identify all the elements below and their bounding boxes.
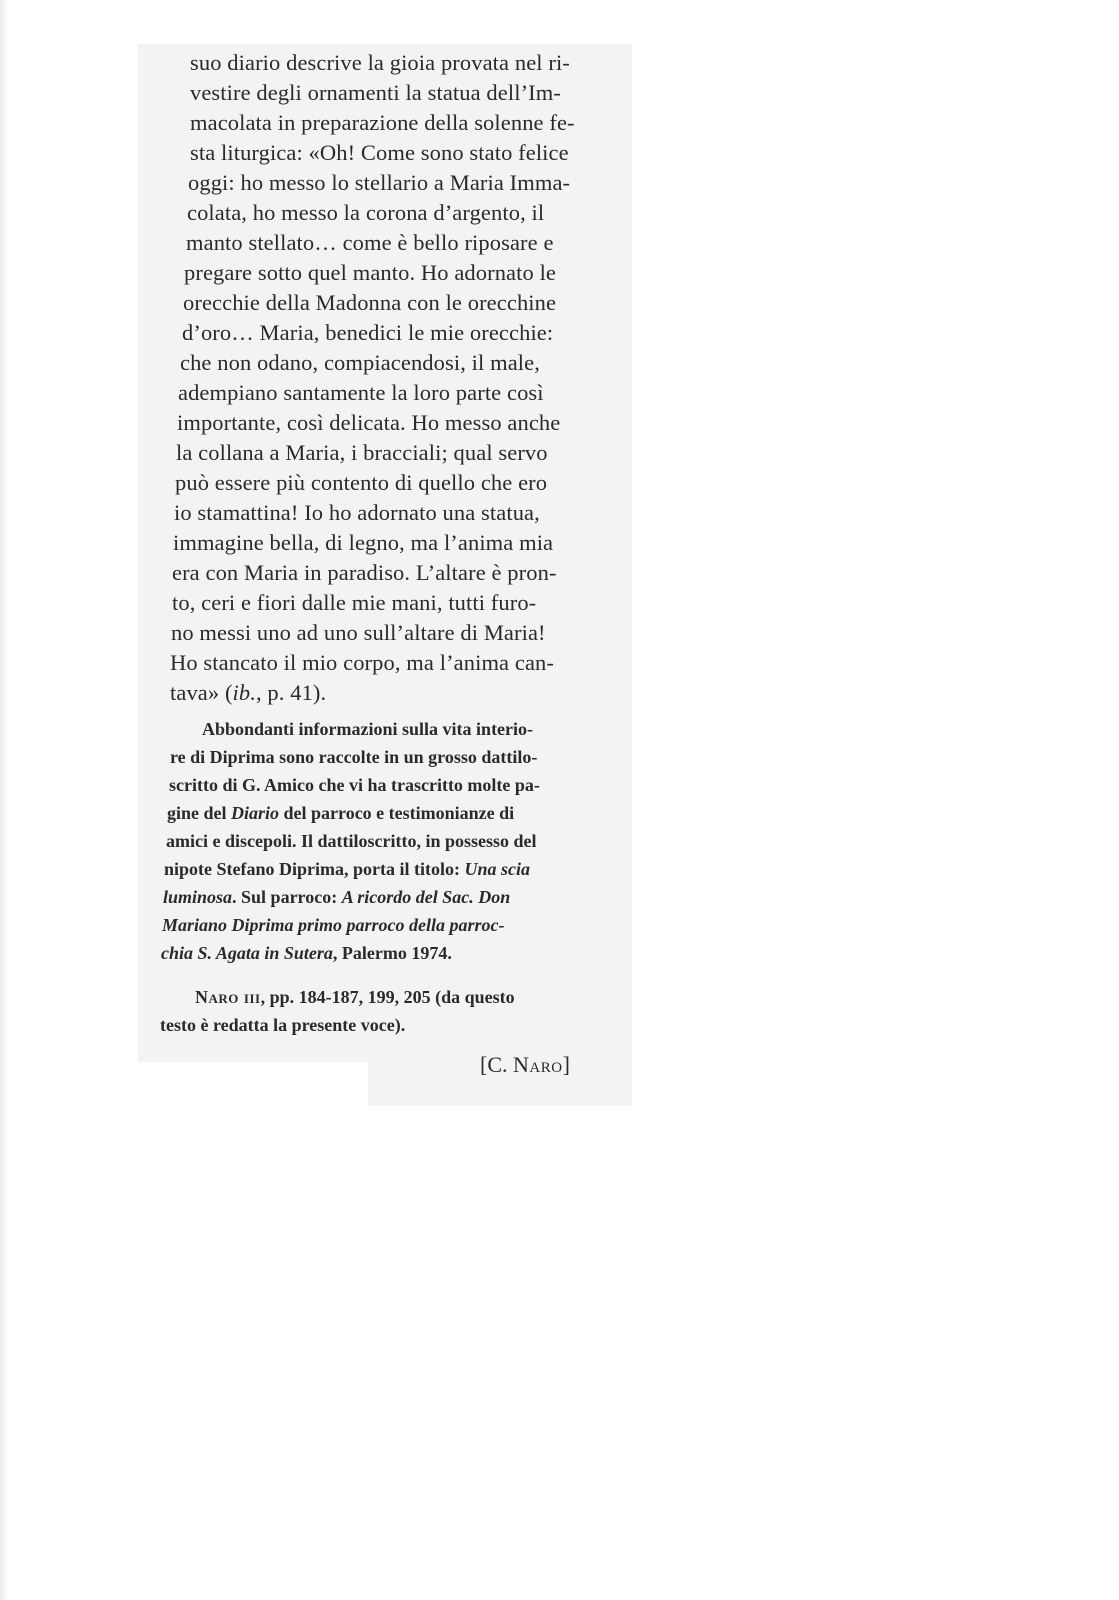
text-line: suo diario descrive la gioia provata nel ri- <box>190 50 570 75</box>
bib-line: amici e discepoli. Il dattiloscritto, in possesso del <box>166 831 537 851</box>
signature-close: ] <box>562 1052 570 1077</box>
text-line: pregare sotto quel manto. Ho adornato le <box>184 260 557 285</box>
text-line: oggi: ho messo lo stellario a Maria Imma- <box>188 170 571 195</box>
title-italic: Una scia <box>464 859 530 879</box>
bib-line: re di Diprima sono raccolte in un grosso dattilo- <box>170 747 538 767</box>
title-italic: luminosa <box>163 887 233 907</box>
signature-open: [C. <box>480 1052 513 1077</box>
text-fragment: , Palermo 1974. <box>332 943 452 963</box>
text-fragment: gine del <box>167 803 232 823</box>
text-line-last <box>170 682 326 705</box>
text-line: può essere più contento di quello che ero <box>175 470 548 495</box>
bib-line <box>195 988 515 1006</box>
title-italic: chia S. Agata in Sutera <box>161 943 333 963</box>
text-line: era con Maria in paradiso. L’altare è pron- <box>172 560 557 585</box>
bib-line <box>167 804 514 822</box>
bib-line <box>163 888 510 906</box>
text-line: macolata in preparazione della solenne fe- <box>190 110 575 135</box>
text-line: to, ceri e fiori dalle mie mani, tutti furo- <box>172 590 537 615</box>
bib-line: scritto di G. Amico che vi ha trascritto molte pa- <box>169 775 540 795</box>
text-line: no messi uno ad uno sull’altare di Maria! <box>171 620 546 645</box>
text-line: importante, così delicata. Ho messo anche <box>177 410 561 435</box>
text-line: adempiano santamente la loro parte così <box>178 380 544 405</box>
text-fragment: del parroco e testimonianze di <box>279 803 515 823</box>
text-line: immagine bella, di legno, ma l’anima mia <box>173 530 554 555</box>
text-line: vestire degli ornamenti la statua dell’Im- <box>190 80 561 105</box>
text-fragment: , p. 41). <box>255 680 327 705</box>
text-line: sta liturgica: «Oh! Come sono stato felice <box>190 140 569 165</box>
bib-line <box>164 860 530 878</box>
text-line: che non odano, compiacendosi, il male, <box>180 350 540 375</box>
title-italic: A ricordo del Sac. Don <box>341 887 511 907</box>
author-signature <box>480 1052 570 1078</box>
text-fragment: tava» ( <box>170 680 233 705</box>
bib-line <box>161 944 452 962</box>
scan-edge-shadow <box>0 0 8 1600</box>
text-line: manto stellato… come è bello riposare e <box>186 230 554 255</box>
citation-abbrev: ib. <box>232 680 256 705</box>
clipping-cut-corner <box>138 1062 368 1110</box>
text-fragment: , pp. 184-187, 199, 205 (da questo <box>260 987 515 1007</box>
text-line: Ho stancato il mio corpo, ma l’anima can- <box>170 650 554 675</box>
text-fragment: nipote Stefano Diprima, porta il titolo: <box>164 859 465 879</box>
signature-name: Naro <box>513 1052 563 1077</box>
bib-line: Abbondanti informazioni sulla vita interio- <box>202 719 534 739</box>
text-line: io stamattina! Io ho adornato una statua, <box>174 500 540 525</box>
text-line: orecchie della Madonna con le orecchine <box>183 290 557 315</box>
bib-line: testo è redatta la presente voce). <box>160 1015 406 1035</box>
text-fragment: . Sul parroco: <box>232 887 342 907</box>
author-reference: Naro iii <box>195 987 261 1007</box>
title-italic: Diario <box>231 803 280 823</box>
text-line: colata, ho messo la corona d’argento, il <box>187 200 545 225</box>
text-line: la collana a Maria, i bracciali; qual servo <box>176 440 548 465</box>
bib-line: Mariano Diprima primo parroco della parroc- <box>162 915 505 935</box>
text-line: d’oro… Maria, benedici le mie orecchie: <box>182 320 554 345</box>
